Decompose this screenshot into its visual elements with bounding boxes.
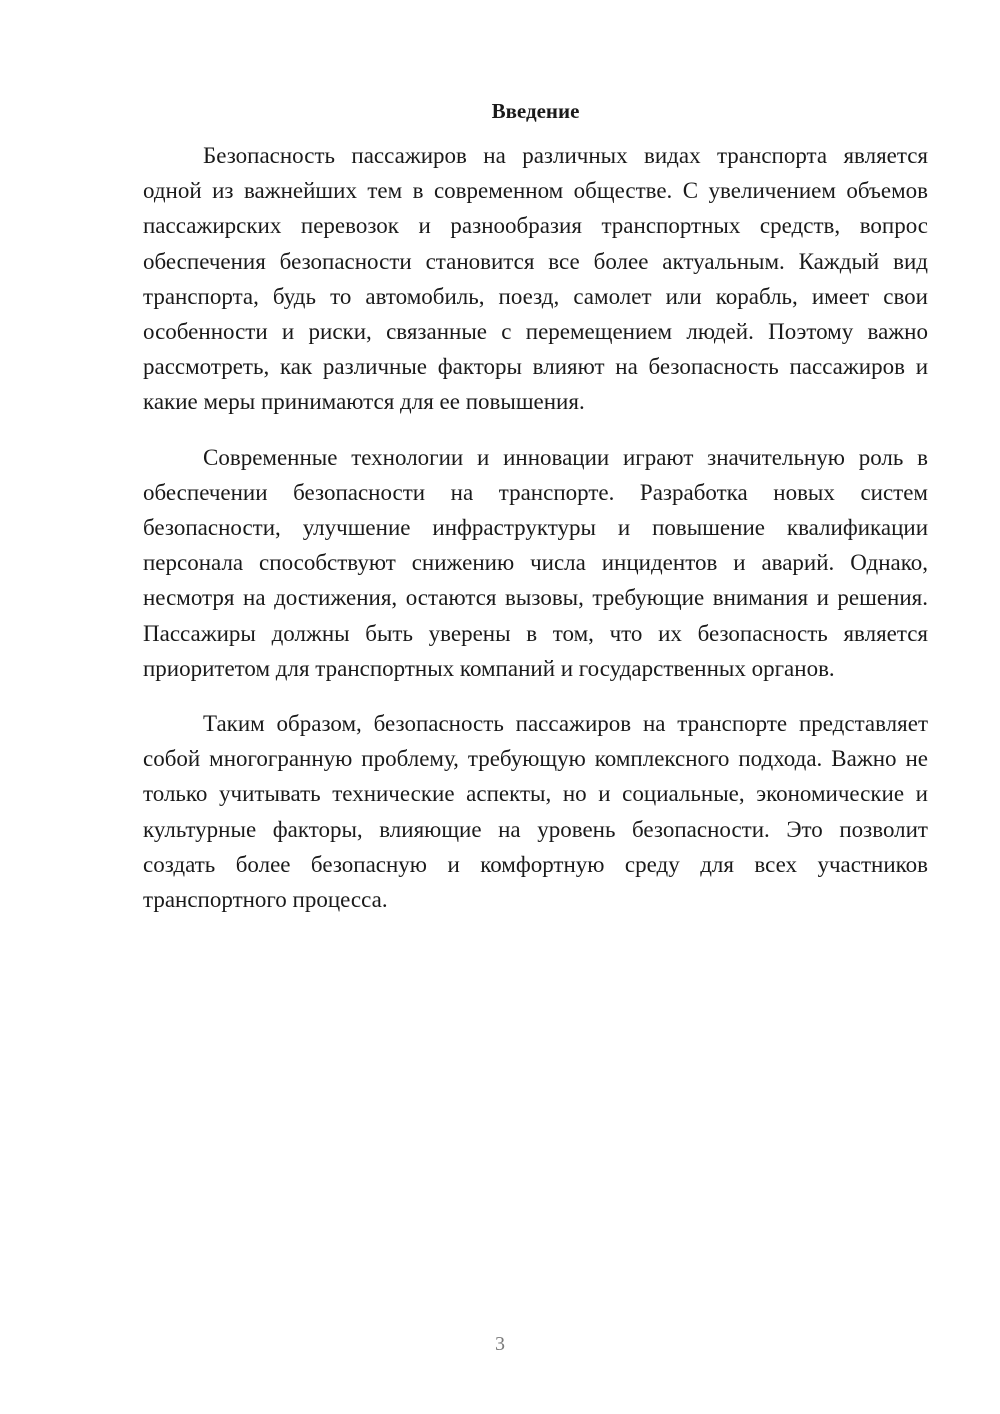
paragraph-2: Современные технологии и инновации играют значительную роль в обеспечении безопасности на транспорте. Разработка новых систем безопасности, улучшение инфраструктуры и повышение квалификации персонала способствуют снижению числа инцидентов и аварий. Однако, несмотря на достижения, остаются вызовы, требующие внимания и решения. Пассажиры должны быть уверены в том, что их безопасность является приоритетом для транспортных компаний и государственных органов. <box>143 444 928 681</box>
document-body <box>143 94 928 917</box>
paragraph-1: Безопасность пассажиров на различных видах транспорта является одной из важнейших тем в современном обществе. С увеличением объемов пассажирских перевозок и разнообразия транспортных средств, вопрос обеспечения безопасности становится все более актуальным. Каждый вид транспорта, будь то автомобиль, поезд, самолет или корабль, имеет свои особенности и риски, связанные с перемещением людей. Поэтому важно рассмотреть, как различные факторы влияют на безопасность пассажиров и какие меры принимаются для ее повышения. <box>143 143 928 415</box>
page-number: 3 <box>495 1333 505 1355</box>
paragraph-3: Таким образом, безопасность пассажиров на транспорте представляет собой многогранную проблему, требующую комплексного подхода. Важно не только учитывать технические аспекты, но и социальные, экономические и культурные факторы, влияющие на уровень безопасности. Это позволит создать более безопасную и комфортную среду для всех участников транспортного процесса. <box>143 711 928 913</box>
section-heading: Введение <box>491 99 580 123</box>
